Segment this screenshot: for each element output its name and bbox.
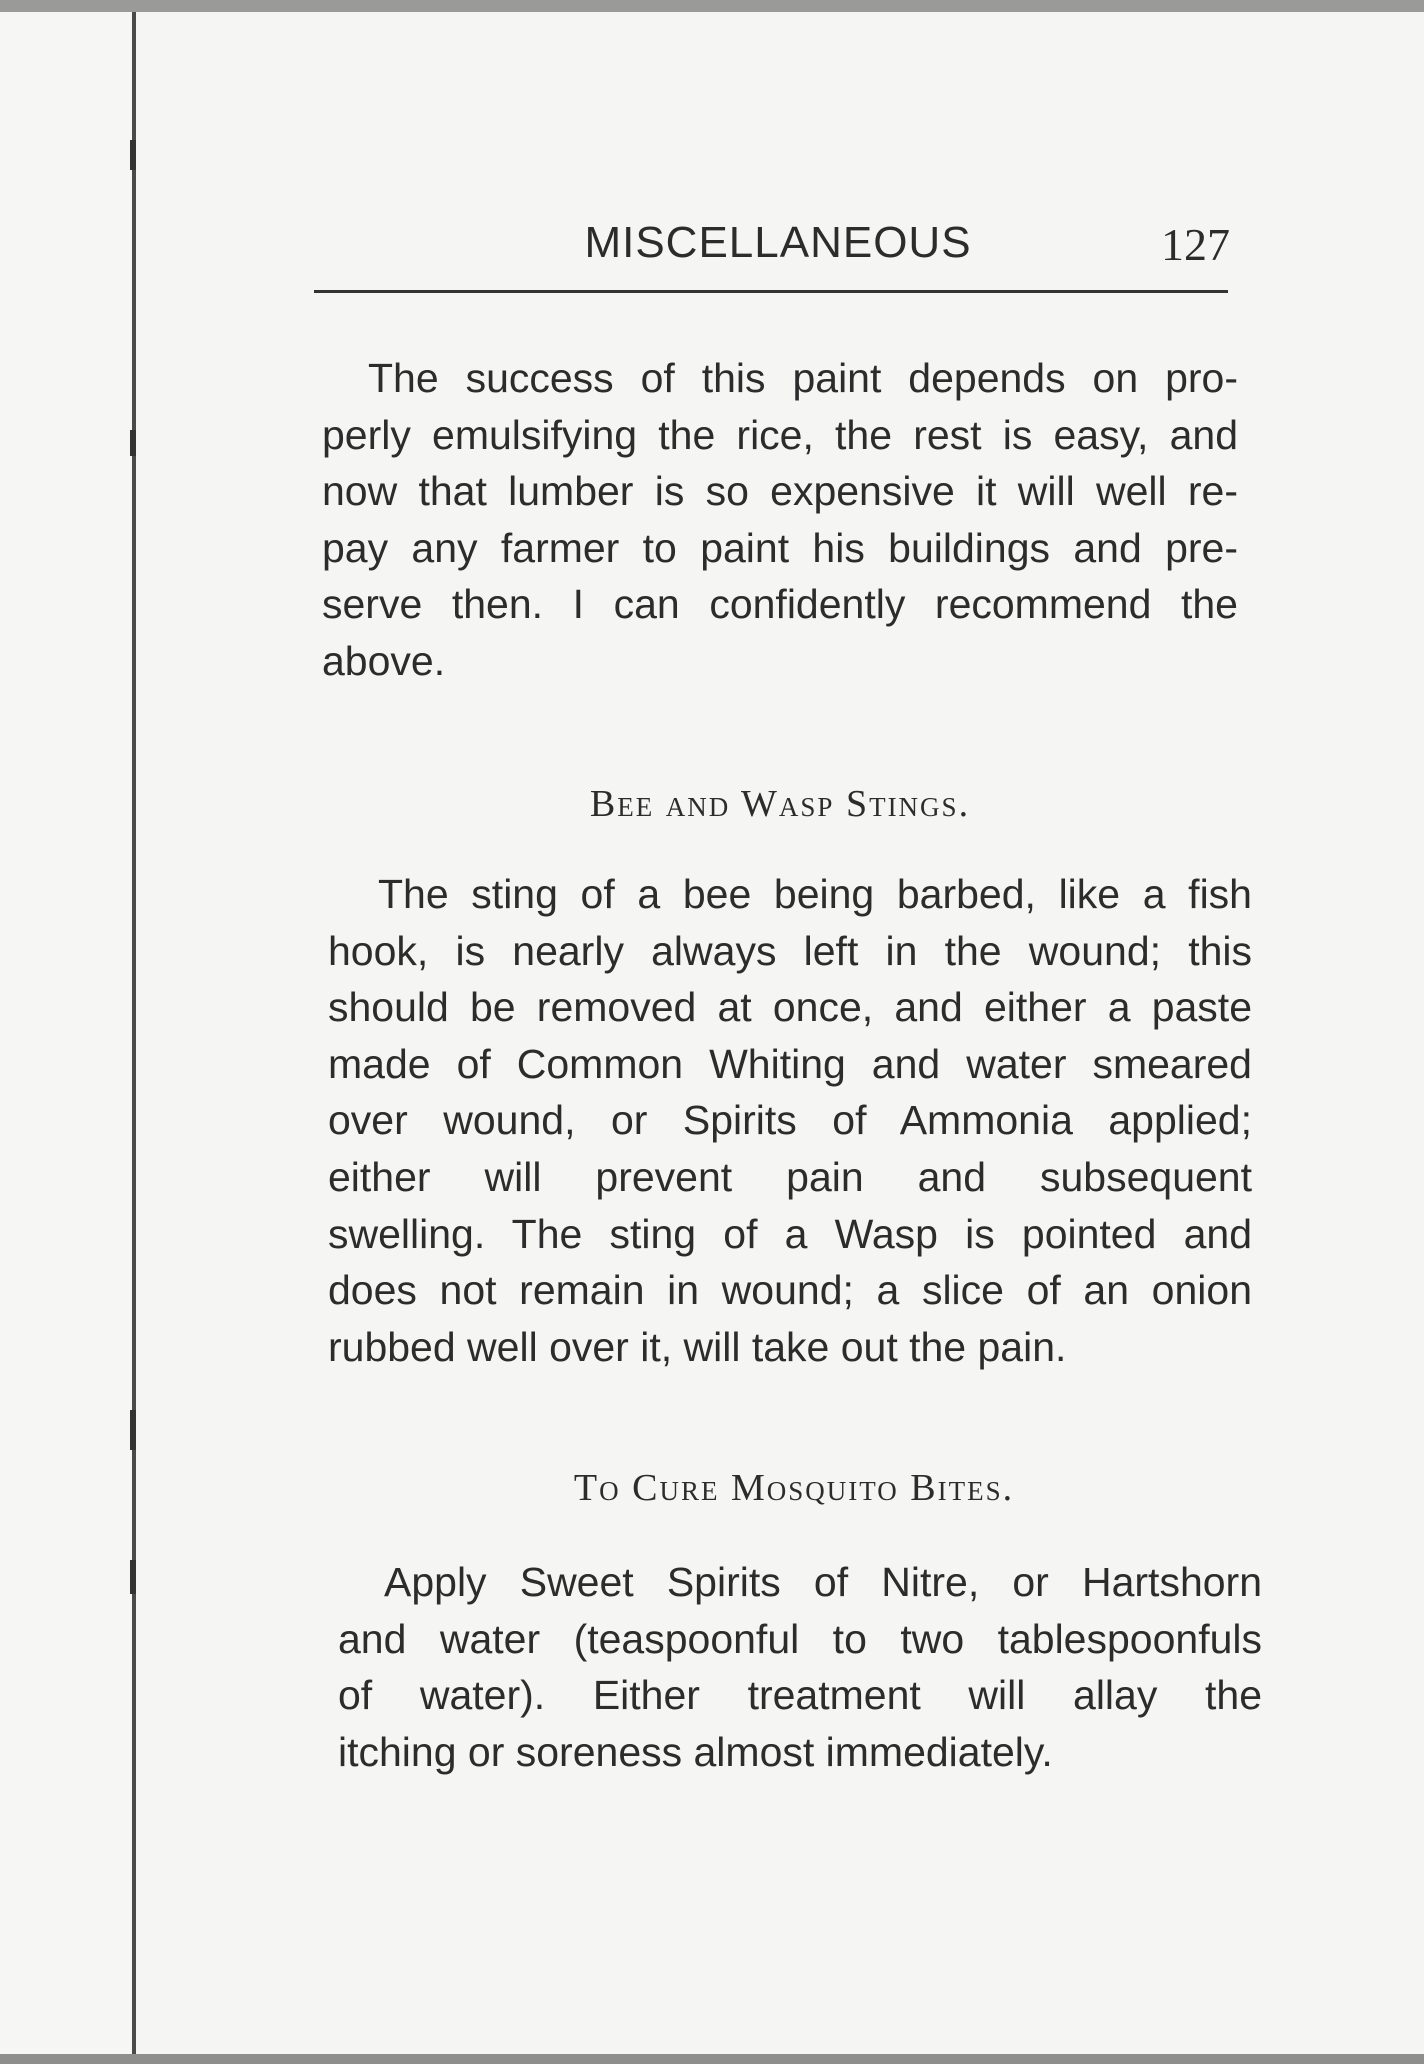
- text-line: and water (teaspoonful to two tablespoonfuls: [338, 1615, 1262, 1662]
- text-line: now that lumber is so expensive it will well re-: [322, 468, 1238, 515]
- scan-bottom-edge: [0, 2054, 1424, 2064]
- section-heading-bee-wasp: Bee and Wasp Stings.: [589, 783, 971, 825]
- text-line: Apply Sweet Spirits of Nitre, or Hartshorn: [384, 1559, 1262, 1605]
- section-heading-mosquito: To Cure Mosquito Bites.: [573, 1467, 1015, 1509]
- text-line: rubbed well over it, will take out the pain.: [328, 1323, 1067, 1370]
- text-line: either will prevent pain and subsequent: [328, 1153, 1252, 1200]
- text-line: serve then. I can confidently recommend the: [322, 581, 1238, 628]
- text-line: The success of this paint depends on pro-: [368, 355, 1238, 401]
- text-line: hook, is nearly always left in the wound; this: [328, 927, 1252, 974]
- text-line: does not remain in wound; a slice of an onion: [328, 1267, 1252, 1314]
- running-head: [316, 218, 1230, 278]
- text-line: over wound, or Spirits of Ammonia applied;: [328, 1097, 1252, 1144]
- page-number: 127: [1161, 219, 1230, 270]
- running-title: MISCELLANEOUS: [584, 218, 972, 267]
- paragraph-mosquito: [338, 1554, 1262, 1780]
- paragraph-bee-wasp: [328, 866, 1252, 1375]
- text-line: made of Common Whiting and water smeared: [328, 1040, 1252, 1087]
- text-line: perly emulsifying the rice, the rest is easy, and: [322, 411, 1238, 458]
- text-line: The sting of a bee being barbed, like a fish: [378, 871, 1252, 917]
- text-line: itching or soreness almost immediately.: [338, 1728, 1053, 1775]
- text-line: above.: [322, 637, 446, 684]
- text-line: pay any farmer to paint his buildings and pre-: [322, 524, 1238, 571]
- text-line: swelling. The sting of a Wasp is pointed and: [328, 1210, 1252, 1257]
- text-line: of water). Either treatment will allay the: [338, 1672, 1262, 1719]
- scan-top-edge: [0, 0, 1424, 12]
- header-rule: [314, 290, 1228, 293]
- text-line: should be removed at once, and either a paste: [328, 984, 1252, 1031]
- book-spine: [0, 12, 132, 2054]
- paragraph-paint: [322, 350, 1238, 690]
